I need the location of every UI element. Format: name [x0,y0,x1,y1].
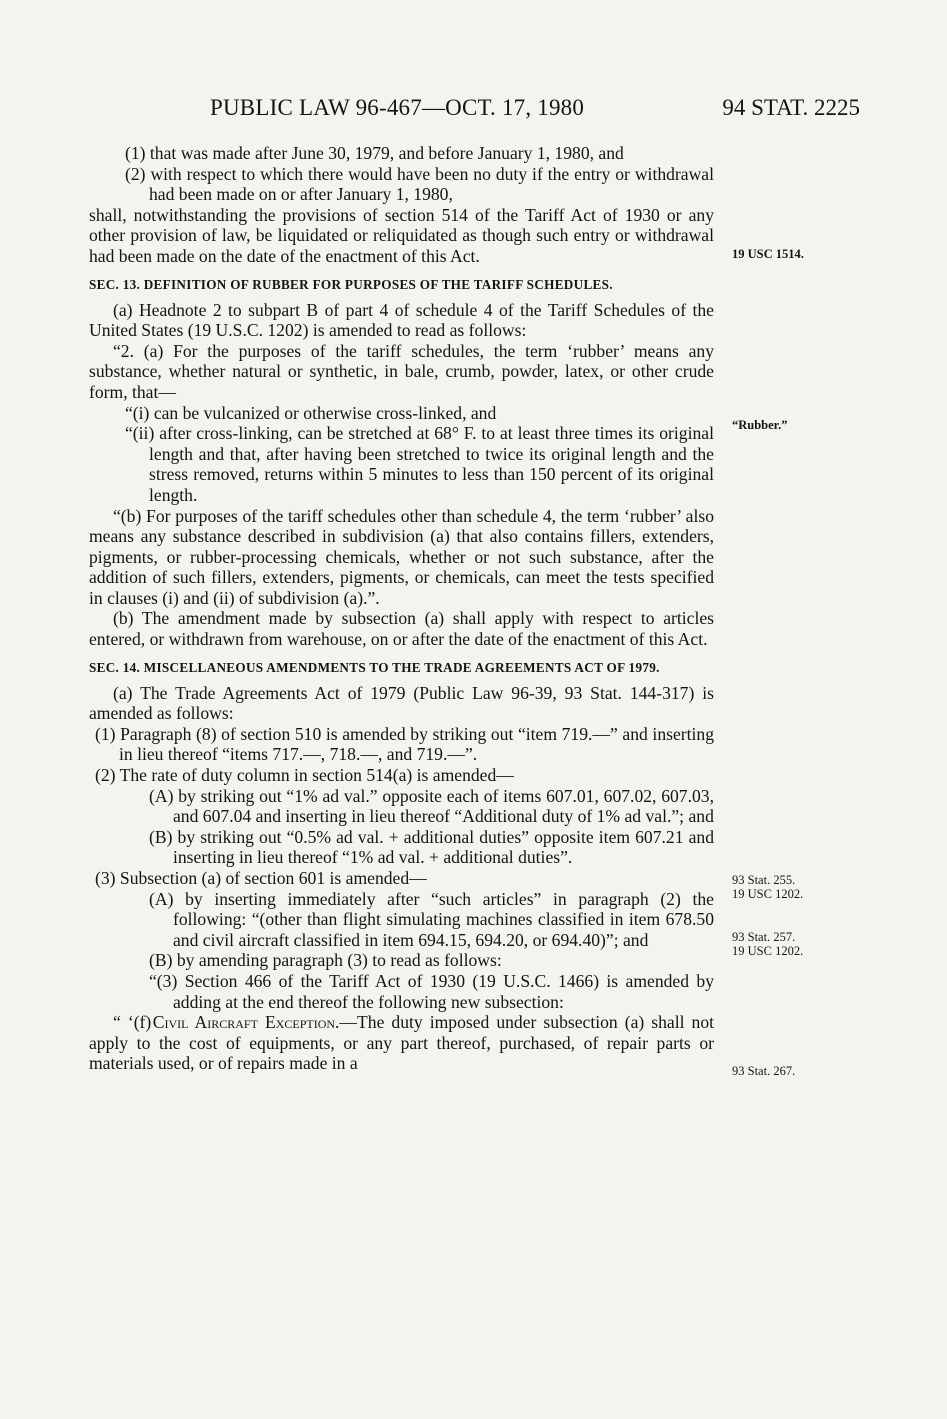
margin-note-19usc1514: 19 USC 1514. [732,247,804,261]
section-13-heading: SEC. 13. DEFINITION OF RUBBER FOR PURPOSES OF THE TARIFF SCHEDULES. [89,276,613,292]
paragraph-14a: (a) The Trade Agreements Act of 1979 (Public Law 96-39, 93 Stat. 144-317) is amended as follows: [89,682,714,724]
running-header [210,95,860,127]
paragraph-13b: (b) The amendment made by subsection (a) shall apply with respect to articles entered, or withdrawn from warehouse, on or after the date of the enactment of this Act. [89,608,714,650]
subparagraph-3b: (B) by amending paragraph (3) to read as follows: [149,950,502,971]
paragraph-headnote-2a: “2. (a) For the purposes of the tariff schedules, the term ‘rubber’ means any substance, whether natural or synthetic, in bale, crumb, powder, latex, or other crude form, that— [89,340,714,402]
document-body [89,143,714,1074]
margin-note-93stat257: 93 Stat. 257. [732,930,796,944]
paragraph-liquidation: shall, notwithstanding the provisions of section 514 of the Tariff Act of 1930 or any other provision of law, be liquidated or reliquidated as though such entry or withdrawal had been made on the date of the enactment of this Act. [89,204,714,266]
paragraph-14a-2: (2) The rate of duty column in section 514(a) is amended— [95,765,514,786]
clause-1: (1) that was made after June 30, 1979, and before January 1, 1980, and [125,143,624,163]
subparagraph-2b: (B) by striking out “0.5% ad val. + additional duties” opposite item 607.21 and inserting in lieu thereof “1% ad val. + additional duties”. [149,826,714,868]
margin-note-93stat255: 93 Stat. 255. [732,873,796,887]
paragraph-13a: (a) Headnote 2 to subpart B of part 4 of schedule 4 of the Tariff Schedules of the United States (19 U.S.C. 1202) is amended to read as follows: [89,299,714,341]
clause-ii: “(ii) after cross-linking, can be stretched at 68° F. to at least three times its original length and that, after having been stretched to twice its original length and the stress removed, returns within 5 minutes to less than 150 percent of its original length. [125,423,714,505]
paragraph-14a-1: (1) Paragraph (8) of section 510 is amended by striking out “item 719.—” and inserting in lieu thereof “items 717.—, 718.—, and 719.—”. [95,723,714,765]
margin-note-93stat267: 93 Stat. 267. [732,1064,796,1078]
subsection-f-heading: Civil Aircraft Exception [152,1012,336,1033]
header-stat-page: 94 STAT. 2225 [722,95,860,120]
subsection-f-civil-aircraft [89,1012,714,1074]
subsection-f-lead: “ ‘(f) [113,1012,152,1033]
margin-note-rubber: “Rubber.” [732,418,788,432]
paragraph-headnote-2b: “(b) For purposes of the tariff schedules other than schedule 4, the term ‘rubber’ also means any substance described in subdivision (a) that also contains fillers, extenders, pigments, or rubber-processing chemicals, whether or not such substance, after the addition of such fillers, extenders, pigments, or chemicals, can meet the tests specified in clauses (i) and (ii) of subdivision (a).”. [89,505,714,608]
quoted-paragraph-3: “(3) Section 466 of the Tariff Act of 1930 (19 U.S.C. 1466) is amended by adding at the end thereof the following new subsection: [149,970,714,1012]
section-14-heading: SEC. 14. MISCELLANEOUS AMENDMENTS TO THE TRADE AGREEMENTS ACT OF 1979. [89,659,660,675]
subparagraph-3a: (A) by inserting immediately after “such articles” in paragraph (2) the following: “(other than flight simulating machines classified in item 678.50 and civil aircraft classified in item 694.15, 694.20, or 694.40)”; and [149,888,714,950]
paragraph-14a-3: (3) Subsection (a) of section 601 is amended— [95,868,427,888]
clause-2: (2) with respect to which there would have been no duty if the entry or withdrawal had been made on or after January 1, 1980, [125,163,714,205]
margin-note-19usc1202-b: 19 USC 1202. [732,944,804,958]
subsection-f-text: .—The duty imposed under subsection (a) shall not apply to the cost of equipments, or any part thereof, purchased, of repair parts or materials used, or of repairs made in a [89,1012,714,1074]
margin-note-19usc1202-a: 19 USC 1202. [732,887,804,901]
subparagraph-2a: (A) by striking out “1% ad val.” opposite each of items 607.01, 607.02, 607.03, and 607.04 and inserting in lieu thereof “Additional duty of 1% ad val.”; and [149,785,714,827]
clause-i: “(i) can be vulcanized or otherwise cross-linked, and [125,402,497,423]
header-public-law: PUBLIC LAW 96-467—OCT. 17, 1980 [210,95,585,120]
